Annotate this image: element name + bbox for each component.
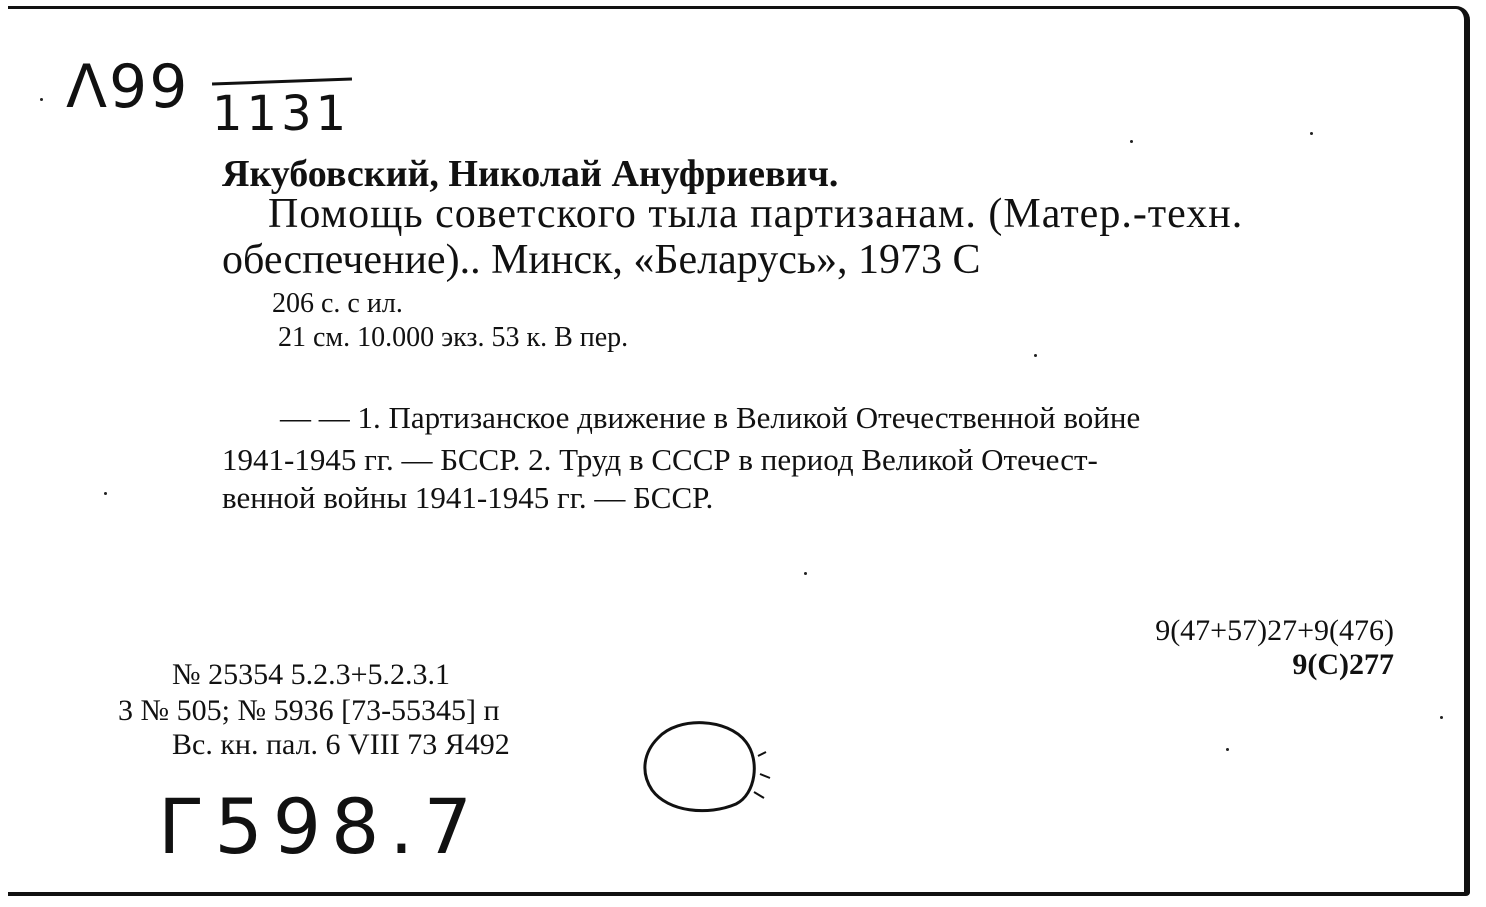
registry-line-2: 3 № 505; № 5936 [73-55345] п [118, 694, 500, 727]
scan-speck [1130, 140, 1133, 143]
scan-speck [804, 572, 807, 575]
scan-speck [1226, 748, 1229, 751]
inventory-number: Г598.7 [158, 782, 482, 871]
shelf-mark-bottom: 1131 [212, 86, 351, 142]
scan-speck [1310, 132, 1313, 135]
scan-speck [1034, 354, 1037, 357]
registry-line-3: Вс. кн. пал. 6 VIII 73 Я492 [172, 728, 510, 761]
scan-speck [104, 492, 107, 495]
author-heading: Якубовский, Николай Ануфриевич. [222, 153, 839, 195]
classification-code-2: 9(С)277 [1292, 648, 1394, 681]
subject-line-1: — — 1. Партизанское движение в Великой Отечественной войне [280, 400, 1141, 435]
title-line-1: Помощь советского тыла партизанам. (Матер.-техн. [268, 191, 1244, 237]
subject-line-3: венной войны 1941-1945 гг. — БССР. [222, 480, 714, 515]
stamp-outline [638, 716, 778, 816]
physical-description-1: 206 с. с ил. [272, 288, 403, 319]
physical-description-2: 21 см. 10.000 экз. 53 к. В пер. [278, 322, 629, 353]
title-line-2: обеспечение).. Минск, «Беларусь», 1973 С [222, 237, 981, 283]
subject-line-2: 1941-1945 гг. — БССР. 2. Труд в СССР в период Великой Отечест- [222, 442, 1098, 477]
registry-line-1: № 25354 5.2.3+5.2.3.1 [172, 658, 451, 691]
shelf-mark-top: Λ99 [66, 52, 190, 122]
classification-code-1: 9(47+57)27+9(476) [1155, 614, 1394, 647]
scan-speck [40, 98, 43, 101]
scan-speck [1440, 716, 1443, 719]
